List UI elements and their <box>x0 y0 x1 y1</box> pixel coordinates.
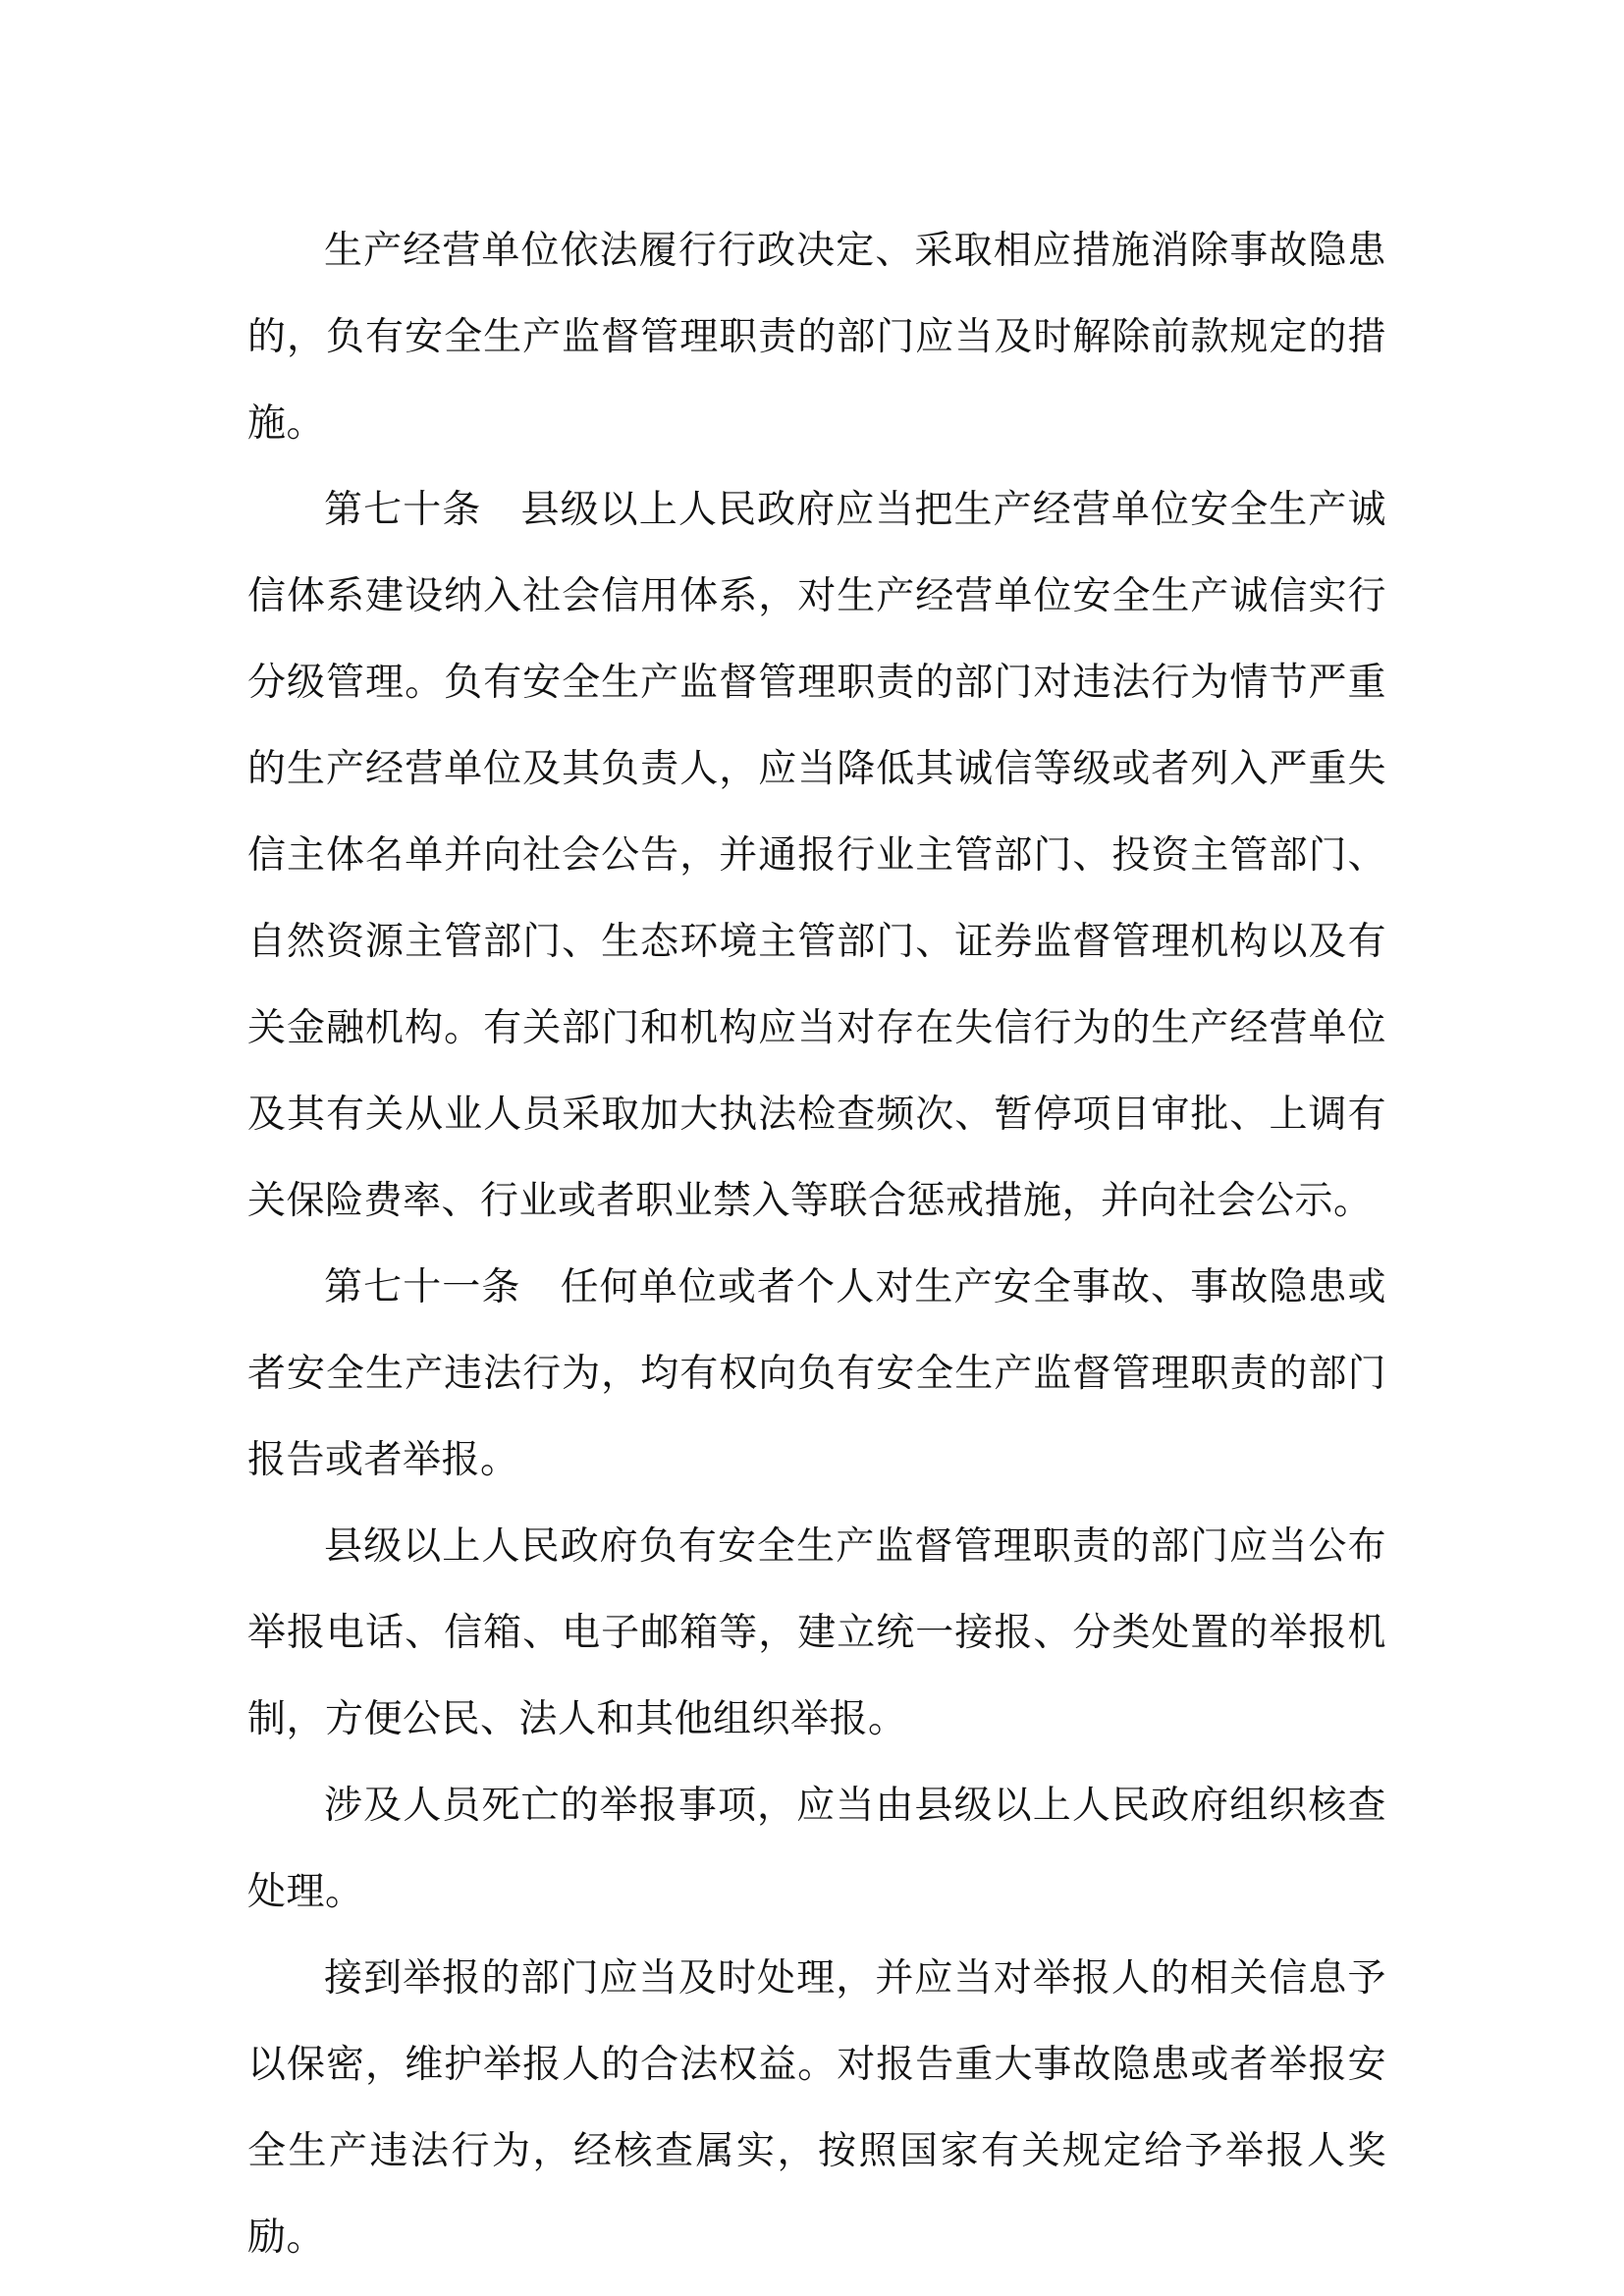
paragraph-article-70: 第七十条 县级以上人民政府应当把生产经营单位安全生产诚信体系建设纳入社会信用体系，对生产经营单位安全生产诚信实行分级管理。负有安全生产监督管理职责的部门对违法行为情节严重的生产经营单位及其负责人，应当降低其诚信等级或者列入严重失信主体名单并向社会公告，并通报行业主管部门、投资主管部门、自然资源主管部门、生态环境主管部门、证券监督管理机构以及有关金融机构。有关部门和机构应当对存在失信行为的生产经营单位及其有关从业人员采取加大执法检查频次、暂停项目审批、上调有关保险费率、行业或者职业禁入等联合惩戒措施，并向社会公示。 <box>247 488 1386 1223</box>
paragraph-5: 涉及人员死亡的举报事项，应当由县级以上人民政府组织核查处理。 <box>247 1784 1386 1914</box>
paragraph-6: 接到举报的部门应当及时处理，并应当对举报人的相关信息予以保密，维护举报人的合法权益。对报告重大事故隐患或者举报安全生产违法行为，经核查属实，按照国家有关规定给予举报人奖励。 <box>247 1956 1386 2260</box>
paragraph-article-71: 第七十一条 任何单位或者个人对生产安全事故、事故隐患或者安全生产违法行为，均有权向负有安全生产监督管理职责的部门报告或者举报。 <box>247 1265 1386 1482</box>
paragraph-1: 生产经营单位依法履行行政决定、采取相应措施消除事故隐患的，负有安全生产监督管理职责的部门应当及时解除前款规定的措施。 <box>247 229 1386 446</box>
paragraph-4: 县级以上人民政府负有安全生产监督管理职责的部门应当公布举报电话、信箱、电子邮箱等，建立统一接报、分类处置的举报机制，方便公民、法人和其他组织举报。 <box>247 1524 1386 1741</box>
document-body <box>247 208 1386 2281</box>
